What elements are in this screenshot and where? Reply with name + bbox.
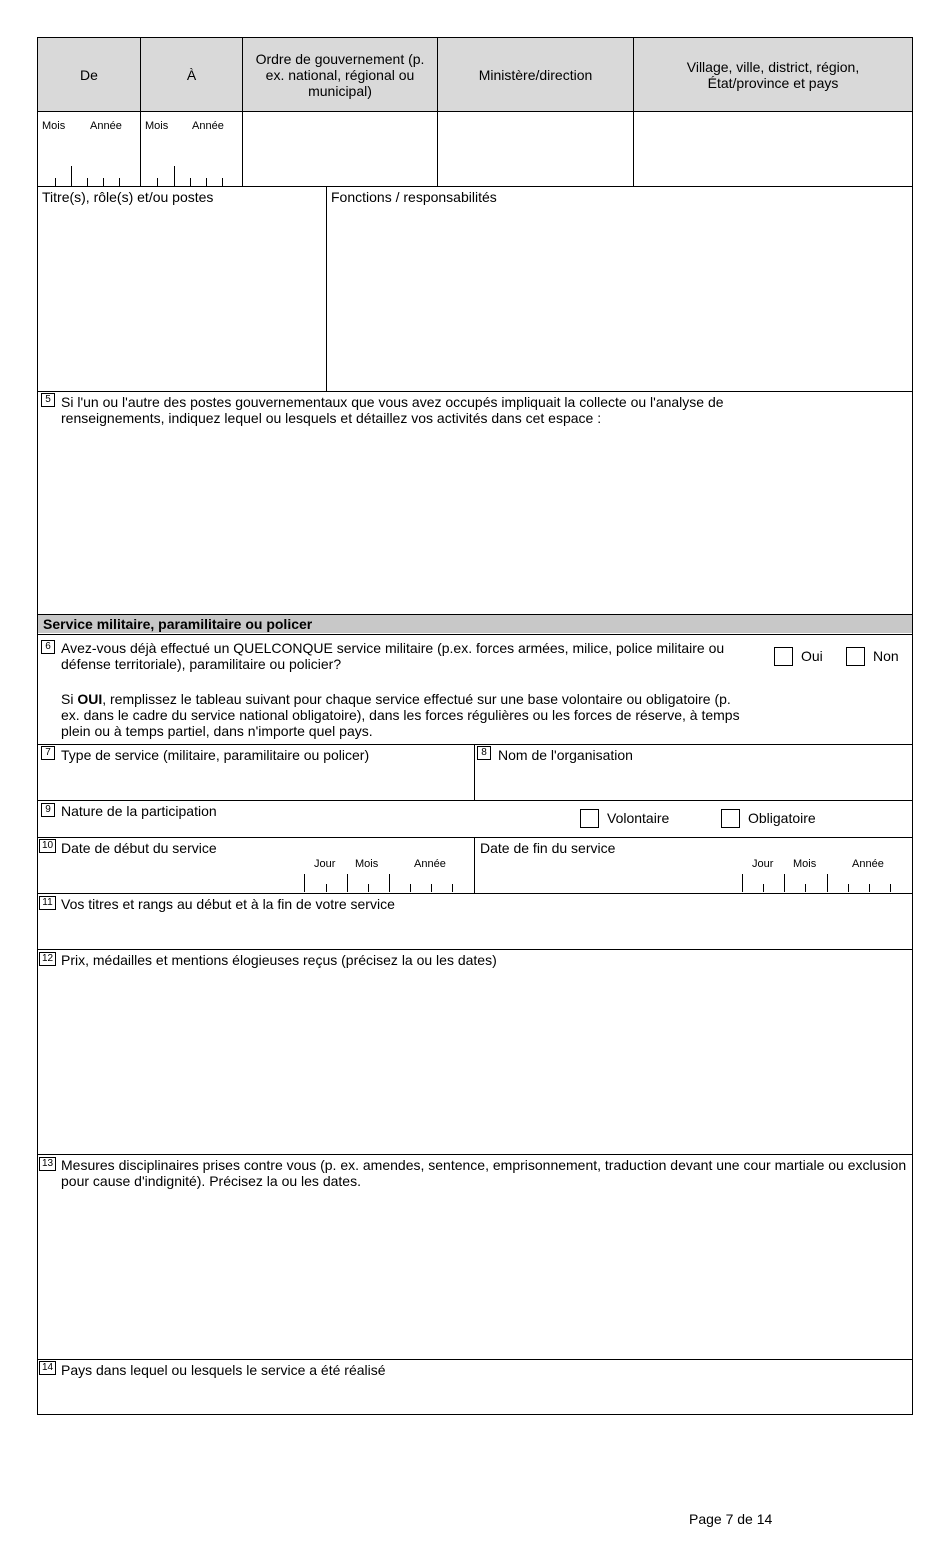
start-year-label: Année — [414, 858, 446, 870]
divider — [37, 1154, 913, 1155]
tick — [304, 874, 305, 892]
titles-label: Titre(s), rôle(s) et/ou postes — [42, 189, 214, 205]
q6-if-text: , remplissez le tableau suivant pour chaque service effectué sur une base volontaire ou obligatoire (p. ex. dans le cadre du service national obligatoire), dans les forces régulières ou les forces de réserve, à temps plein ou à temps partiel, dans n'importe quel pays. — [61, 691, 740, 739]
from-year-label: Année — [90, 120, 122, 132]
section-title: Service militaire, paramilitaire ou policer — [38, 615, 912, 633]
q12-number: 12 — [39, 952, 56, 966]
q8-number: 8 — [477, 746, 491, 760]
header-government-level: Ordre de gouvernement (p. ex. national, régional ou municipal) — [243, 38, 437, 111]
q6-no-label: Non — [873, 648, 899, 664]
q9-label: Nature de la participation — [61, 803, 217, 819]
q12-input[interactable] — [38, 970, 912, 1153]
q6-no-checkbox[interactable] — [846, 647, 865, 666]
q5-number: 5 — [41, 393, 55, 407]
header-from: De — [38, 38, 140, 111]
to-year-label: Année — [192, 120, 224, 132]
q13-number: 13 — [39, 1157, 56, 1171]
q9-number: 9 — [41, 803, 55, 817]
q6-number: 6 — [41, 640, 55, 654]
tick — [431, 884, 432, 892]
titles-input[interactable] — [38, 206, 325, 390]
q6-yes-label: Oui — [801, 648, 823, 664]
q9-voluntary-label: Volontaire — [607, 810, 670, 826]
divider — [37, 186, 913, 187]
q9-mandatory-checkbox[interactable] — [721, 809, 740, 828]
government-level-input[interactable] — [243, 112, 437, 186]
q14-input[interactable] — [38, 1380, 912, 1414]
divider — [37, 837, 913, 838]
tick — [190, 178, 191, 186]
end-day-label: Jour — [752, 858, 774, 870]
header-location: Village, ville, district, région, État/province et pays — [634, 38, 912, 111]
to-month-label: Mois — [145, 120, 169, 132]
from-month-label: Mois — [42, 120, 66, 132]
q7-input[interactable] — [38, 765, 473, 799]
q7-label: Type de service (militaire, paramilitaire ou policer) — [61, 747, 370, 763]
q7-number: 7 — [41, 746, 55, 760]
divider — [37, 614, 913, 615]
q11-input[interactable] — [38, 913, 912, 948]
tick — [805, 884, 806, 892]
tick — [827, 874, 828, 892]
tick — [410, 884, 411, 892]
end-year-label: Année — [852, 858, 884, 870]
tick — [389, 874, 390, 892]
q6-instructions — [61, 691, 741, 739]
tick — [174, 166, 175, 186]
start-month-label: Mois — [355, 858, 379, 870]
header-department: Ministère/direction — [438, 38, 633, 111]
end-month-label: Mois — [793, 858, 817, 870]
divider — [37, 893, 913, 894]
tick — [87, 178, 88, 186]
q5-input[interactable] — [38, 430, 912, 613]
location-input[interactable] — [634, 112, 912, 186]
header-to: À — [141, 38, 242, 111]
duties-label: Fonctions / responsabilités — [331, 189, 497, 205]
divider — [37, 634, 913, 635]
q13-label: Mesures disciplinaires prises contre vous (p. ex. amendes, sentence, emprisonnement, traduction devant une cour martiale ou exclusion pour cause d'indignité). Précisez la ou les dates. — [61, 1157, 907, 1189]
q11-label: Vos titres et rangs au début et à la fin de votre service — [61, 896, 395, 912]
tick — [119, 178, 120, 186]
q6-if-bold: OUI — [77, 691, 103, 707]
tick — [368, 884, 369, 892]
start-day-label: Jour — [314, 858, 336, 870]
q9-mandatory-label: Obligatoire — [748, 810, 816, 826]
q6-yes-checkbox[interactable] — [774, 647, 793, 666]
q9-voluntary-checkbox[interactable] — [580, 809, 599, 828]
tick — [452, 884, 453, 892]
q8-label: Nom de l'organisation — [498, 747, 633, 763]
tick — [890, 884, 891, 892]
department-input[interactable] — [438, 112, 633, 186]
q6-if-prefix: Si — [61, 691, 78, 707]
duties-input[interactable] — [327, 206, 912, 390]
tick — [347, 874, 348, 892]
q14-label: Pays dans lequel ou lesquels le service a été réalisé — [61, 1362, 386, 1378]
q8-input[interactable] — [475, 765, 912, 799]
tick — [157, 178, 158, 186]
q10-number: 10 — [39, 839, 56, 853]
tick — [206, 178, 207, 186]
q5-text: Si l'un ou l'autre des postes gouvernementaux que vous avez occupés impliquait la collecte ou l'analyse de renseignements, indiquez lequel ou lesquels et détaillez vos activités dans cet espace : — [61, 394, 724, 426]
divider — [37, 744, 913, 745]
tick — [848, 884, 849, 892]
tick — [103, 178, 104, 186]
q10-end-label: Date de fin du service — [480, 840, 616, 856]
q12-label: Prix, médailles et mentions élogieuses reçus (précisez la ou les dates) — [61, 952, 497, 968]
q10-start-label: Date de début du service — [61, 840, 217, 856]
tick — [742, 874, 743, 892]
tick — [784, 874, 785, 892]
divider — [37, 391, 913, 392]
tick — [222, 178, 223, 186]
q11-number: 11 — [39, 896, 56, 910]
divider — [37, 800, 913, 801]
tick — [869, 884, 870, 892]
q6-text: Avez-vous déjà effectué un QUELCONQUE service militaire (p.ex. forces armées, milice, police militaire ou défense territoriale), paramilitaire ou policier? — [61, 640, 725, 672]
divider — [37, 949, 913, 950]
page-number: Page 7 de 14 — [689, 1511, 773, 1527]
q13-input[interactable] — [38, 1194, 912, 1358]
tick — [763, 884, 764, 892]
q14-number: 14 — [39, 1361, 56, 1375]
divider — [474, 837, 475, 893]
tick — [71, 166, 72, 186]
divider — [37, 1359, 913, 1360]
tick — [326, 884, 327, 892]
tick — [55, 178, 56, 186]
